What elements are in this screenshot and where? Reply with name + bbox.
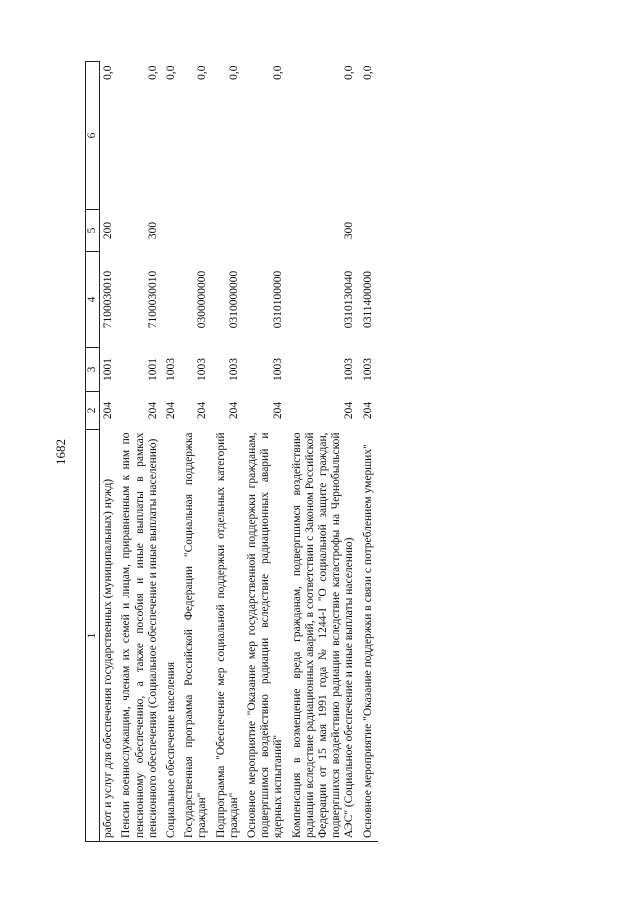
cell-section: 1001 <box>146 358 159 381</box>
table-row <box>100 62 119 842</box>
cell-amount: 0,0 <box>165 65 178 80</box>
cell-type <box>181 210 212 252</box>
cell-section: 1003 <box>343 358 356 381</box>
cell-type <box>163 210 181 252</box>
column-header: 5 <box>86 210 100 252</box>
cell-target: 0310100000 <box>272 270 285 329</box>
column-header: 6 <box>86 62 100 210</box>
cell-section: 1003 <box>196 358 209 381</box>
table-row <box>163 62 181 842</box>
cell-code: 204 <box>165 401 178 420</box>
column-header: 2 <box>86 392 100 430</box>
cell-section: 1003 <box>361 358 374 381</box>
row-name: работ и услуг для обеспечения государственных (муниципальных) нужд) <box>100 430 119 842</box>
cell-type <box>213 210 244 252</box>
cell-section: 1001 <box>100 348 119 392</box>
page-number: 1682 <box>53 439 68 465</box>
cell-code: 204 <box>146 401 159 420</box>
cell-code: 204 <box>227 401 240 420</box>
cell-section: 1003 <box>227 358 240 381</box>
row-name: Подпрограмма "Обеспечение мер социальной поддержки отдельных категорий граждан" <box>213 430 244 842</box>
cell-code: 204 <box>100 392 119 430</box>
cell-amount: 0,0 <box>227 65 240 80</box>
table-row <box>289 62 360 842</box>
row-name: Компенсация в возмещение вреда гражданам, подвергшимся воздействию радиации вследствие радиационных аварий, в соответствии с Законом Российской Федерации от 15 мая 1991 года № 1244-I "О социальной защите граждан, подвергшихся воздействию радиации вследствие катастрофы на Чернобыльской АЭС" (Социальное обеспечение и иные выплаты населению) <box>289 430 360 842</box>
table-row <box>213 62 244 842</box>
budget-table <box>85 61 378 842</box>
column-number-row <box>86 62 100 842</box>
cell-code: 204 <box>361 401 374 420</box>
row-name: Пенсии военнослужащим, членам их семей и лицам, приравненным к ним по пенсионному обеспечению, а также пособия и иные выплаты в рамках пенсионного обеспечения (Социальное обеспечение и иные выплаты населению) <box>118 430 163 842</box>
cell-type: 300 <box>146 221 159 240</box>
cell-code: 204 <box>196 401 209 420</box>
column-header: 1 <box>86 430 100 842</box>
cell-type <box>244 210 289 252</box>
cell-target <box>163 252 181 348</box>
cell-amount: 0,0 <box>272 65 285 80</box>
row-name: Основное мероприятие "Оказание поддержки в связи с потреблением умерших" <box>360 430 378 842</box>
table-row <box>360 62 378 842</box>
cell-amount: 0,0 <box>361 65 374 80</box>
cell-type: 300 <box>343 221 356 240</box>
column-header: 3 <box>86 348 100 392</box>
table-row <box>244 62 289 842</box>
cell-amount: 0,0 <box>146 65 159 80</box>
row-name: Государственная программа Российской Федерации "Социальная поддержка граждан" <box>181 430 212 842</box>
cell-code: 204 <box>272 401 285 420</box>
cell-type: 200 <box>100 210 119 252</box>
cell-amount: 0,0 <box>100 62 119 210</box>
cell-section: 1003 <box>165 358 178 381</box>
row-name: Социальное обеспечение населения <box>163 430 181 842</box>
cell-amount: 0,0 <box>343 65 356 80</box>
column-header: 4 <box>86 252 100 348</box>
table-row <box>118 62 163 842</box>
cell-target: 0311400000 <box>361 270 374 329</box>
cell-section: 1003 <box>272 358 285 381</box>
cell-target: 0310000000 <box>227 270 240 329</box>
cell-code: 204 <box>343 401 356 420</box>
cell-amount: 0,0 <box>196 65 209 80</box>
rotated-page <box>53 62 525 842</box>
cell-target: 0310130040 <box>343 270 356 329</box>
cell-target: 7100030010 <box>146 270 159 329</box>
table-row <box>181 62 212 842</box>
cell-target: 7100030010 <box>100 252 119 348</box>
cell-type <box>360 210 378 252</box>
row-name: Основное мероприятие "Оказание мер государственной поддержки гражданам, подвергшимся воздействию радиации вследствие радиационных аварий и ядерных испытаний" <box>244 430 289 842</box>
cell-target: 0300000000 <box>196 270 209 329</box>
